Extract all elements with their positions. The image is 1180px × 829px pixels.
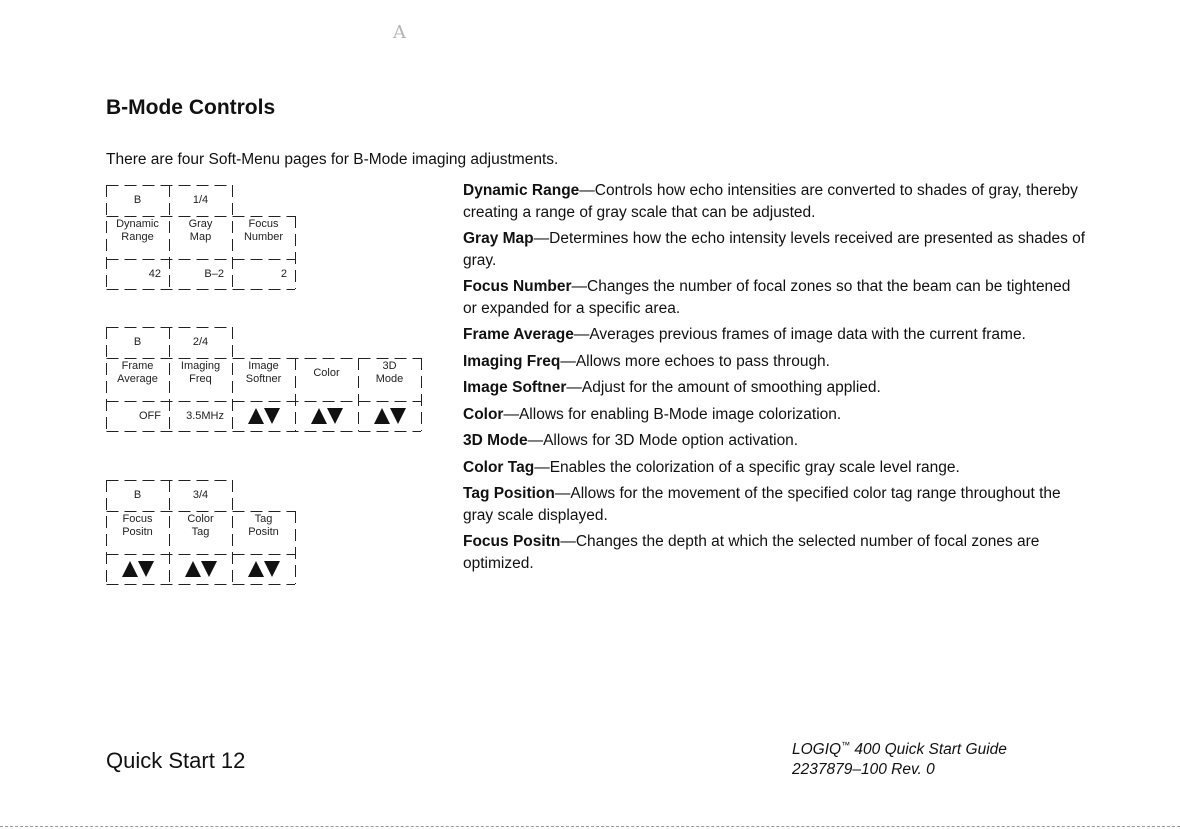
document-footer	[792, 735, 1007, 780]
description-item	[463, 430, 1088, 452]
description-item	[463, 276, 1088, 319]
soft-key-label: Frame Average	[117, 360, 158, 385]
soft-key-label: Color	[313, 366, 340, 379]
soft-menu-page-number: 2/4	[192, 335, 209, 348]
description-text: —Allows for the movement of the specified color tag range throughout the gray scale displayed.	[463, 485, 1061, 524]
description-term: Color Tag	[463, 458, 535, 476]
description-term: Color	[463, 405, 504, 423]
page-number: Quick Start 12	[106, 748, 246, 773]
soft-menu-mode: B	[133, 193, 142, 206]
description-item	[463, 324, 1088, 346]
soft-menu-page-number: 3/4	[192, 488, 209, 501]
description-text: —Controls how echo intensities are converted to shades of gray, thereby creating a range of gray scale that can be adjusted.	[463, 182, 1078, 221]
description-item	[463, 404, 1088, 426]
soft-menu-page-number: 1/4	[192, 193, 209, 206]
description-term: 3D Mode	[463, 432, 528, 449]
bottom-divider	[0, 826, 1180, 827]
soft-key-label: Color Tag	[187, 513, 214, 538]
soft-key-value: 2	[280, 267, 287, 280]
description-text: —Changes the number of focal zones so that the beam can be tightened or expanded for a specific area.	[463, 278, 1071, 317]
description-text: —Allows for enabling B-Mode image colorization.	[503, 405, 842, 423]
description-item	[463, 228, 1088, 271]
description-term: Gray Map	[463, 230, 534, 247]
description-item	[463, 377, 1088, 399]
description-item	[463, 180, 1088, 223]
description-text: —Averages previous frames of image data with the current frame.	[573, 326, 1026, 343]
page-title: B-Mode Controls	[106, 96, 276, 119]
description-text: —Allows more echoes to pass through.	[560, 352, 830, 370]
description-term: Dynamic Range	[463, 182, 580, 199]
description-item	[463, 483, 1088, 526]
soft-key-label: Tag Positn	[248, 513, 279, 538]
description-text: —Determines how the echo intensity levels received are presented as shades of gray.	[463, 230, 1086, 269]
soft-key-label: Gray Map	[188, 218, 213, 243]
soft-menu-grid	[106, 185, 297, 291]
soft-key-label: Focus Number	[243, 218, 284, 243]
intro-text: There are four Soft-Menu pages for B-Mode imaging adjustments.	[106, 151, 559, 168]
description-item	[463, 531, 1088, 574]
document-number: 2237879–100 Rev. 0	[792, 761, 935, 779]
soft-key-label: Imaging Freq	[180, 360, 221, 385]
trademark-symbol: ™	[841, 740, 851, 750]
soft-key-label: Focus Positn	[122, 513, 153, 538]
guide-title: 400 Quick Start Guide	[850, 741, 1007, 759]
description-term: Focus Number	[463, 278, 572, 295]
description-text: —Changes the depth at which the selected number of focal zones are optimized.	[463, 533, 1040, 572]
control-descriptions	[463, 180, 1088, 579]
product-name: LOGIQ	[792, 741, 842, 759]
description-term: Imaging Freq	[463, 352, 561, 370]
soft-menu-grid	[106, 480, 297, 586]
description-item	[463, 351, 1088, 373]
soft-key-value: B–2	[204, 267, 224, 280]
description-term: Tag Position	[463, 485, 555, 502]
description-item	[463, 457, 1088, 479]
description-term: Focus Positn	[463, 533, 561, 550]
description-text: —Allows for 3D Mode option activation.	[527, 432, 799, 449]
soft-key-label: 3D Mode	[375, 360, 404, 385]
soft-key-value: 42	[148, 267, 161, 280]
description-text: —Enables the colorization of a specific gray scale level range.	[534, 458, 960, 476]
page-corner-mark: A	[393, 22, 406, 43]
description-term: Image Softner	[463, 379, 567, 396]
soft-menu-mode: B	[133, 335, 142, 348]
soft-key-label: Image Softner	[245, 360, 282, 385]
soft-menu-grid	[106, 327, 423, 433]
soft-key-label: Dynamic Range	[116, 218, 159, 243]
description-text: —Adjust for the amount of smoothing applied.	[566, 379, 881, 396]
soft-key-value: 3.5MHz	[186, 409, 224, 422]
description-term: Frame Average	[463, 326, 574, 343]
soft-key-value: OFF	[139, 409, 161, 422]
soft-menu-mode: B	[133, 488, 142, 501]
